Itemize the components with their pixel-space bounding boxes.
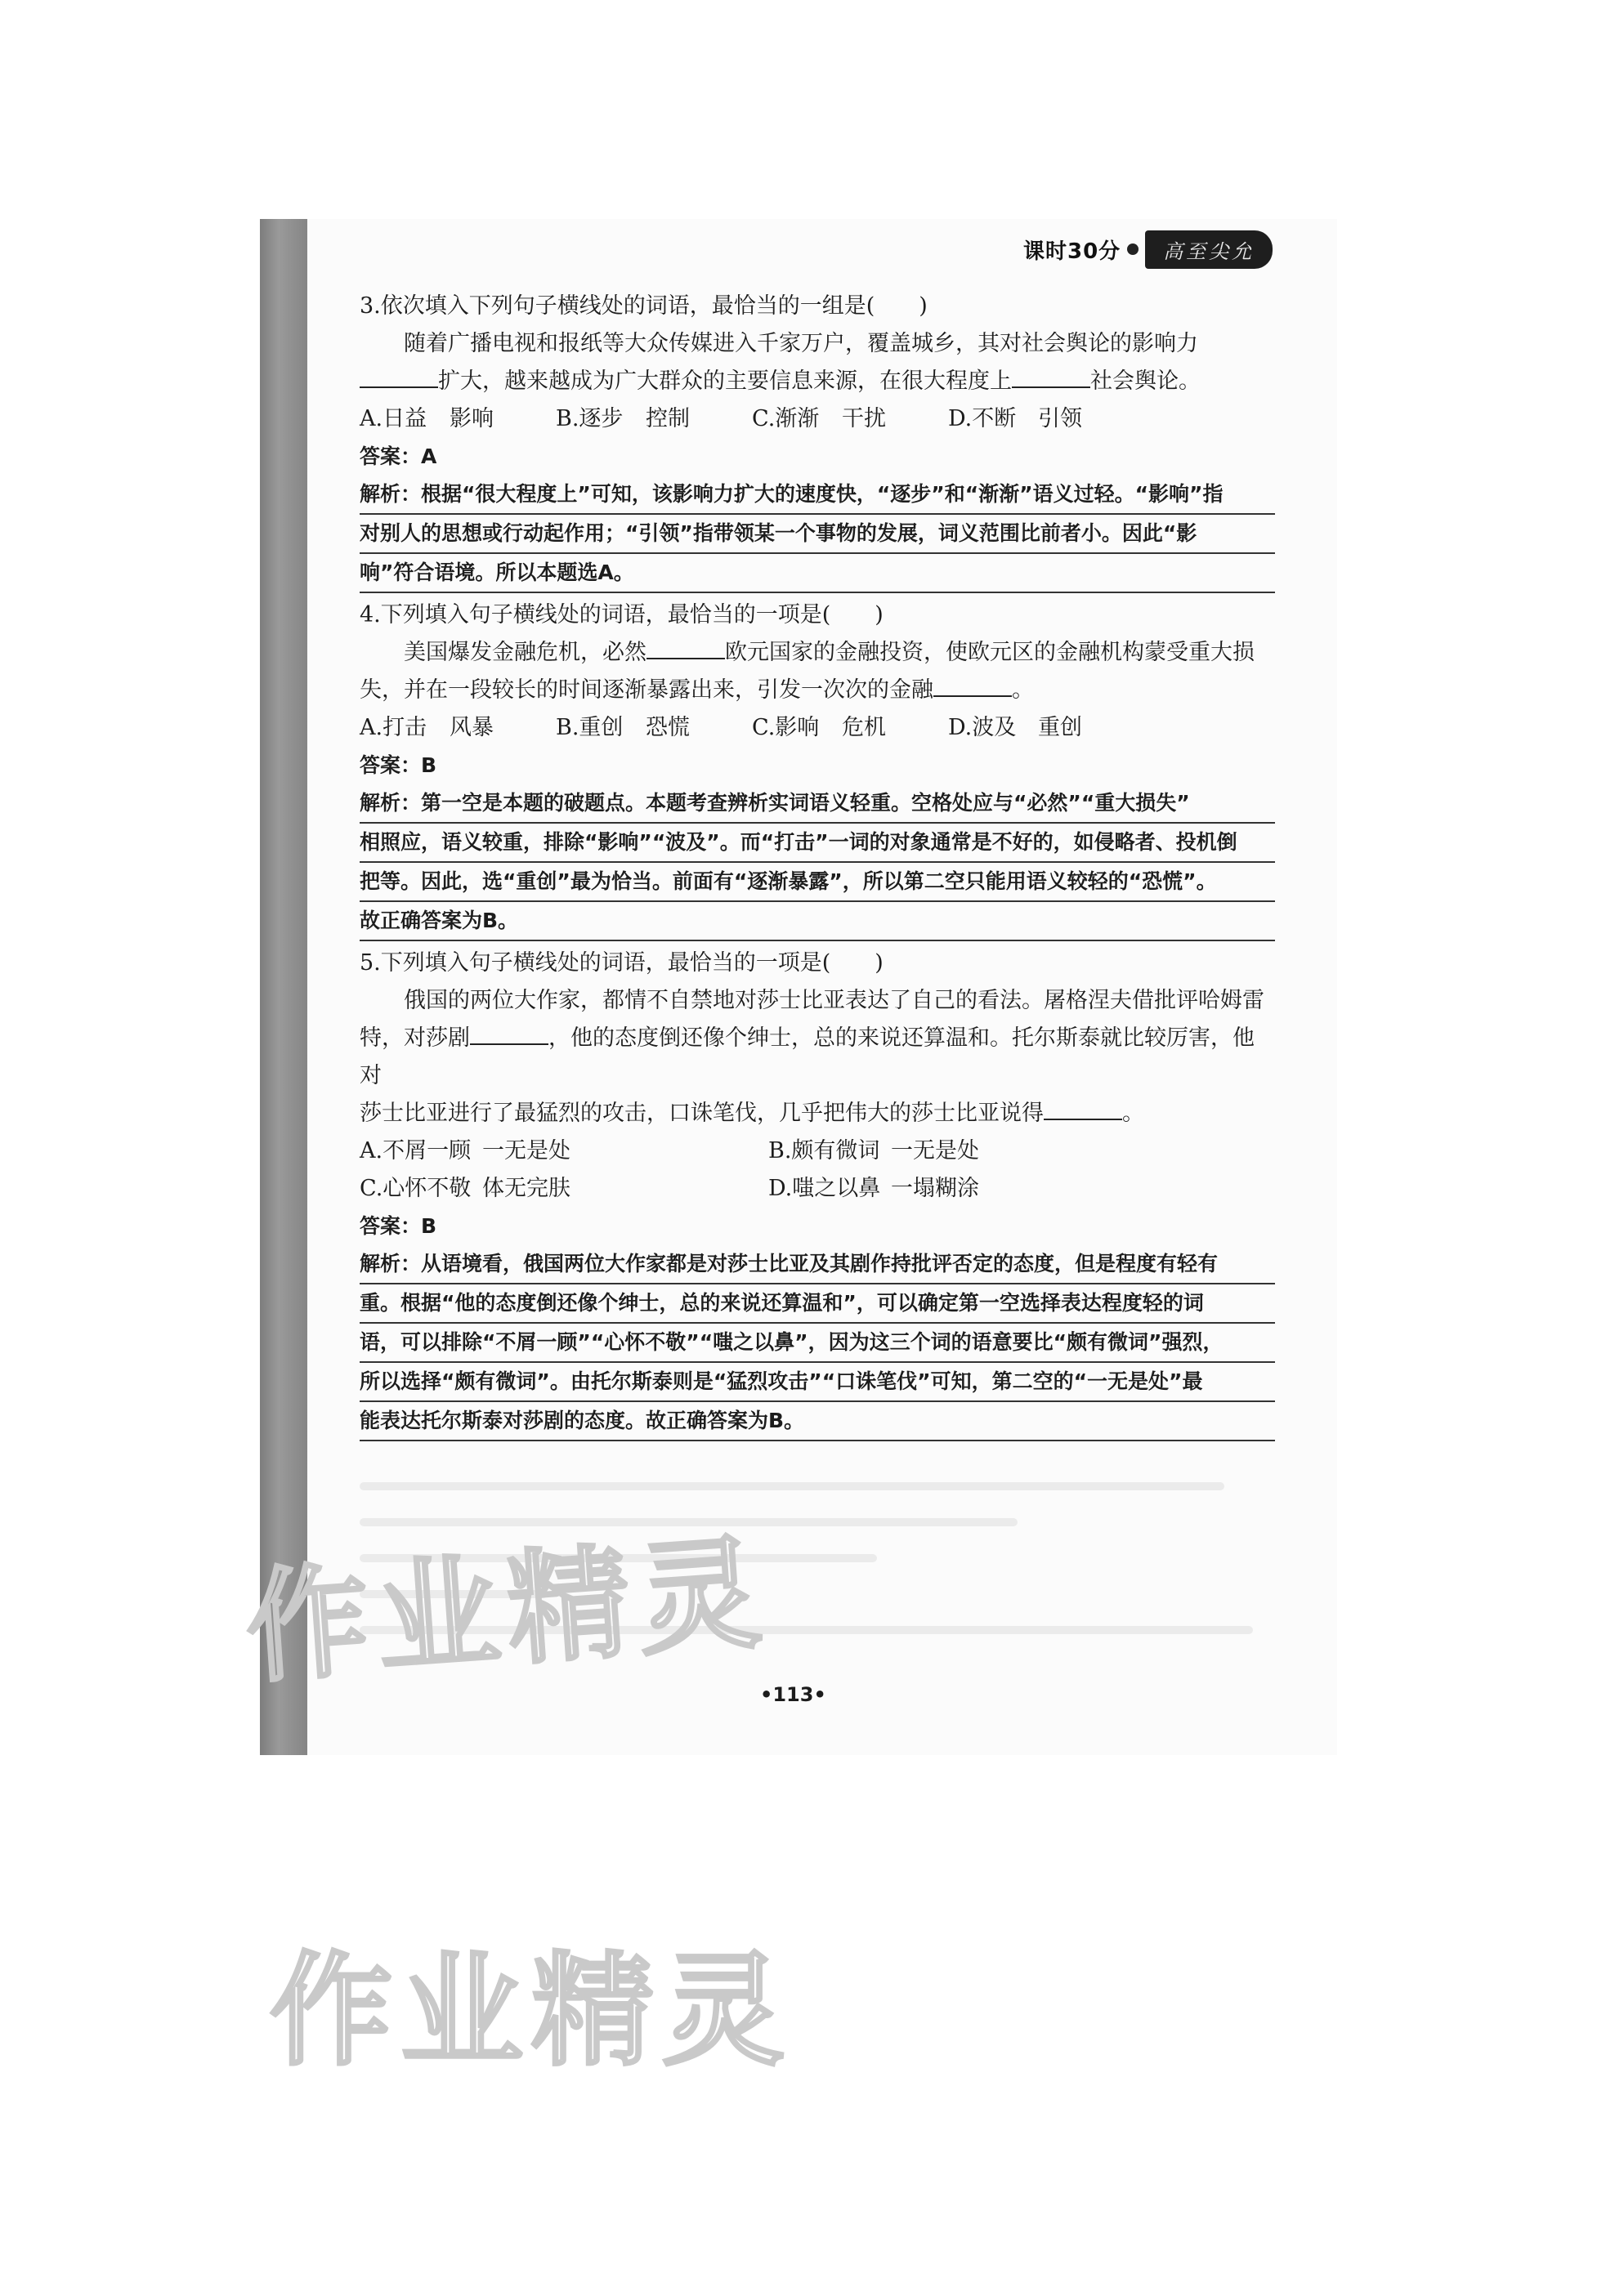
analysis-line: 所以选择“颇有微词”。由托尔斯泰则是“猛烈攻击”“口诛笔伐”可知，第二空的“一无是处”最 [360, 1363, 1275, 1402]
q5-text-3: 莎士比亚进行了最猛烈的攻击，口诛笔伐，几乎把伟大的莎士比亚说得 [360, 1101, 1044, 1126]
q3-stem: 3.依次填入下列句子横线处的词语，最恰当的一组是( ) [360, 293, 928, 319]
option-word: 控制 [646, 406, 690, 431]
watermark-logo: 作业精灵 [270, 1941, 794, 2083]
analysis-line: 能表达托尔斯泰对莎剧的态度。故正确答案为B。 [360, 1402, 1275, 1441]
option-key: D.嗤之以鼻 [768, 1176, 881, 1201]
option-word: 一无是处 [482, 1138, 570, 1164]
option-word: 引领 [1038, 406, 1082, 431]
analysis-line: 重。根据“他的态度倒还像个绅士，总的来说还算温和”，可以确定第一空选择表达程度轻的词 [360, 1284, 1275, 1324]
q4-option-d[interactable] [948, 709, 1144, 747]
option-key: B.重创 [556, 715, 624, 740]
analysis-line: 响”符合语境。所以本题选A。 [360, 554, 1275, 593]
blank [933, 672, 1012, 697]
q5-passage-3 [360, 1095, 1275, 1132]
q5-text-2: ，他的态度倒还像个绅士，总的来说还算温和。托尔斯泰就比较厉害，他对 [360, 1025, 1255, 1088]
q4-answer: 答案：B [360, 753, 437, 777]
q3-option-a[interactable] [360, 400, 556, 438]
q4-text-2: 欧元国家的金融投资，使欧元区的金融机构蒙受重大损 [725, 640, 1255, 665]
q4-analysis [360, 784, 1275, 941]
option-word: 重创 [1038, 715, 1082, 740]
q5-text-4: 。 [1122, 1101, 1144, 1126]
q4-options [360, 709, 1275, 747]
bullet-icon [1127, 243, 1139, 255]
q3-analysis [360, 476, 1275, 593]
q4-text-1: 美国爆发金融危机，必然 [404, 640, 646, 665]
q4-stem: 4.下列填入句子横线处的词语，最恰当的一项是( ) [360, 602, 884, 628]
blank [470, 1021, 548, 1045]
q5-options-row-2 [360, 1170, 1275, 1208]
analysis-line: 解析：从语境看，俄国两位大作家都是对莎士比亚及其剧作持批评否定的态度，但是程度有轻有 [360, 1245, 1275, 1284]
option-word: 一无是处 [891, 1138, 979, 1164]
q4-passage-1 [360, 634, 1275, 672]
blank [1044, 1096, 1122, 1120]
q3-options [360, 400, 1275, 438]
option-key: D.波及 [948, 715, 1017, 740]
analysis-line: 故正确答案为B。 [360, 902, 1275, 941]
q5-option-c[interactable] [360, 1170, 768, 1208]
q3-text-1: 随着广播电视和报纸等大众传媒进入千家万户，覆盖城乡，其对社会舆论的影响力 [404, 331, 1198, 356]
q3-text-2: 扩大，越来越成为广大群众的主要信息来源，在很大程度上 [438, 369, 1012, 394]
option-word: 体无完肤 [482, 1176, 570, 1201]
q4-option-c[interactable] [752, 709, 948, 747]
page-number: •113• [760, 1683, 826, 1706]
lesson-label: 课时30分 [1023, 239, 1121, 264]
q5-option-b[interactable] [768, 1132, 1177, 1170]
option-key: A.打击 [360, 715, 427, 740]
q4-text-4: 。 [1012, 677, 1034, 703]
option-word: 危机 [842, 715, 886, 740]
blank [360, 364, 438, 388]
option-key: B.逐步 [556, 406, 624, 431]
brand-logo: 高至尖允 [1145, 230, 1273, 269]
q3-text-3: 社会舆论。 [1090, 369, 1201, 394]
q5-passage-1: 俄国的两位大作家，都情不自禁地对莎士比亚表达了自己的看法。屠格涅夫借批评哈姆雷 [404, 988, 1264, 1013]
q5-answer: 答案：B [360, 1214, 437, 1238]
analysis-line: 把等。因此，选“重创”最为恰当。前面有“逐渐暴露”，所以第二空只能用语义较轻的“恐慌”。 [360, 863, 1275, 902]
option-key: C.渐渐 [752, 406, 820, 431]
binding-edge [260, 219, 307, 1755]
watermark-logo: 作业精灵 [241, 1521, 774, 1701]
option-key: B.颇有微词 [768, 1138, 880, 1164]
question-list [360, 288, 1275, 1445]
option-word: 一塌糊涂 [891, 1176, 979, 1201]
q4-option-a[interactable] [360, 709, 556, 747]
q5-text-1: 特，对莎剧 [360, 1025, 470, 1051]
option-word: 影响 [450, 406, 494, 431]
page-header [1023, 230, 1273, 268]
q5-option-a[interactable] [360, 1132, 768, 1170]
q4-text-3: 失，并在一段较长的时间逐渐暴露出来，引发一次次的金融 [360, 677, 933, 703]
q3-option-d[interactable] [948, 400, 1144, 438]
q3-option-c[interactable] [752, 400, 948, 438]
blank [646, 635, 725, 659]
option-key: C.影响 [752, 715, 820, 740]
option-word: 恐慌 [646, 715, 690, 740]
option-key: C.心怀不敬 [360, 1176, 472, 1201]
option-key: A.日益 [360, 406, 427, 431]
analysis-line: 相照应，语义较重，排除“影响”“波及”。而“打击”一词的对象通常是不好的，如侵略者、投机倒 [360, 824, 1275, 863]
q4-option-b[interactable] [556, 709, 752, 747]
analysis-line: 对别人的思想或行动起作用；“引领”指带领某一个事物的发展，词义范围比前者小。因此“影 [360, 515, 1275, 554]
option-key: D.不断 [948, 406, 1017, 431]
analysis-line: 解析：根据“很大程度上”可知，该影响力扩大的速度快，“逐步”和“渐渐”语义过轻。“影响”指 [360, 476, 1275, 515]
q3-passage [360, 325, 1275, 363]
q5-passage-2 [360, 1020, 1275, 1095]
option-word: 风暴 [450, 715, 494, 740]
q5-stem: 5.下列填入句子横线处的词语，最恰当的一项是( ) [360, 950, 884, 976]
q3-passage-2 [360, 363, 1275, 400]
q3-answer: 答案：A [360, 444, 437, 468]
option-word: 干扰 [842, 406, 886, 431]
blank [1012, 364, 1090, 388]
q5-analysis [360, 1245, 1275, 1441]
analysis-line: 语，可以排除“不屑一顾”“心怀不敬”“嗤之以鼻”，因为这三个词的语意要比“颇有微词”强烈， [360, 1324, 1275, 1363]
q3-option-b[interactable] [556, 400, 752, 438]
option-key: A.不屑一顾 [360, 1138, 472, 1164]
q4-passage-2 [360, 672, 1275, 709]
q5-options-row-1 [360, 1132, 1275, 1170]
analysis-line: 解析：第一空是本题的破题点。本题考查辨析实词语义轻重。空格处应与“必然”“重大损失” [360, 784, 1275, 824]
q5-option-d[interactable] [768, 1170, 1177, 1208]
